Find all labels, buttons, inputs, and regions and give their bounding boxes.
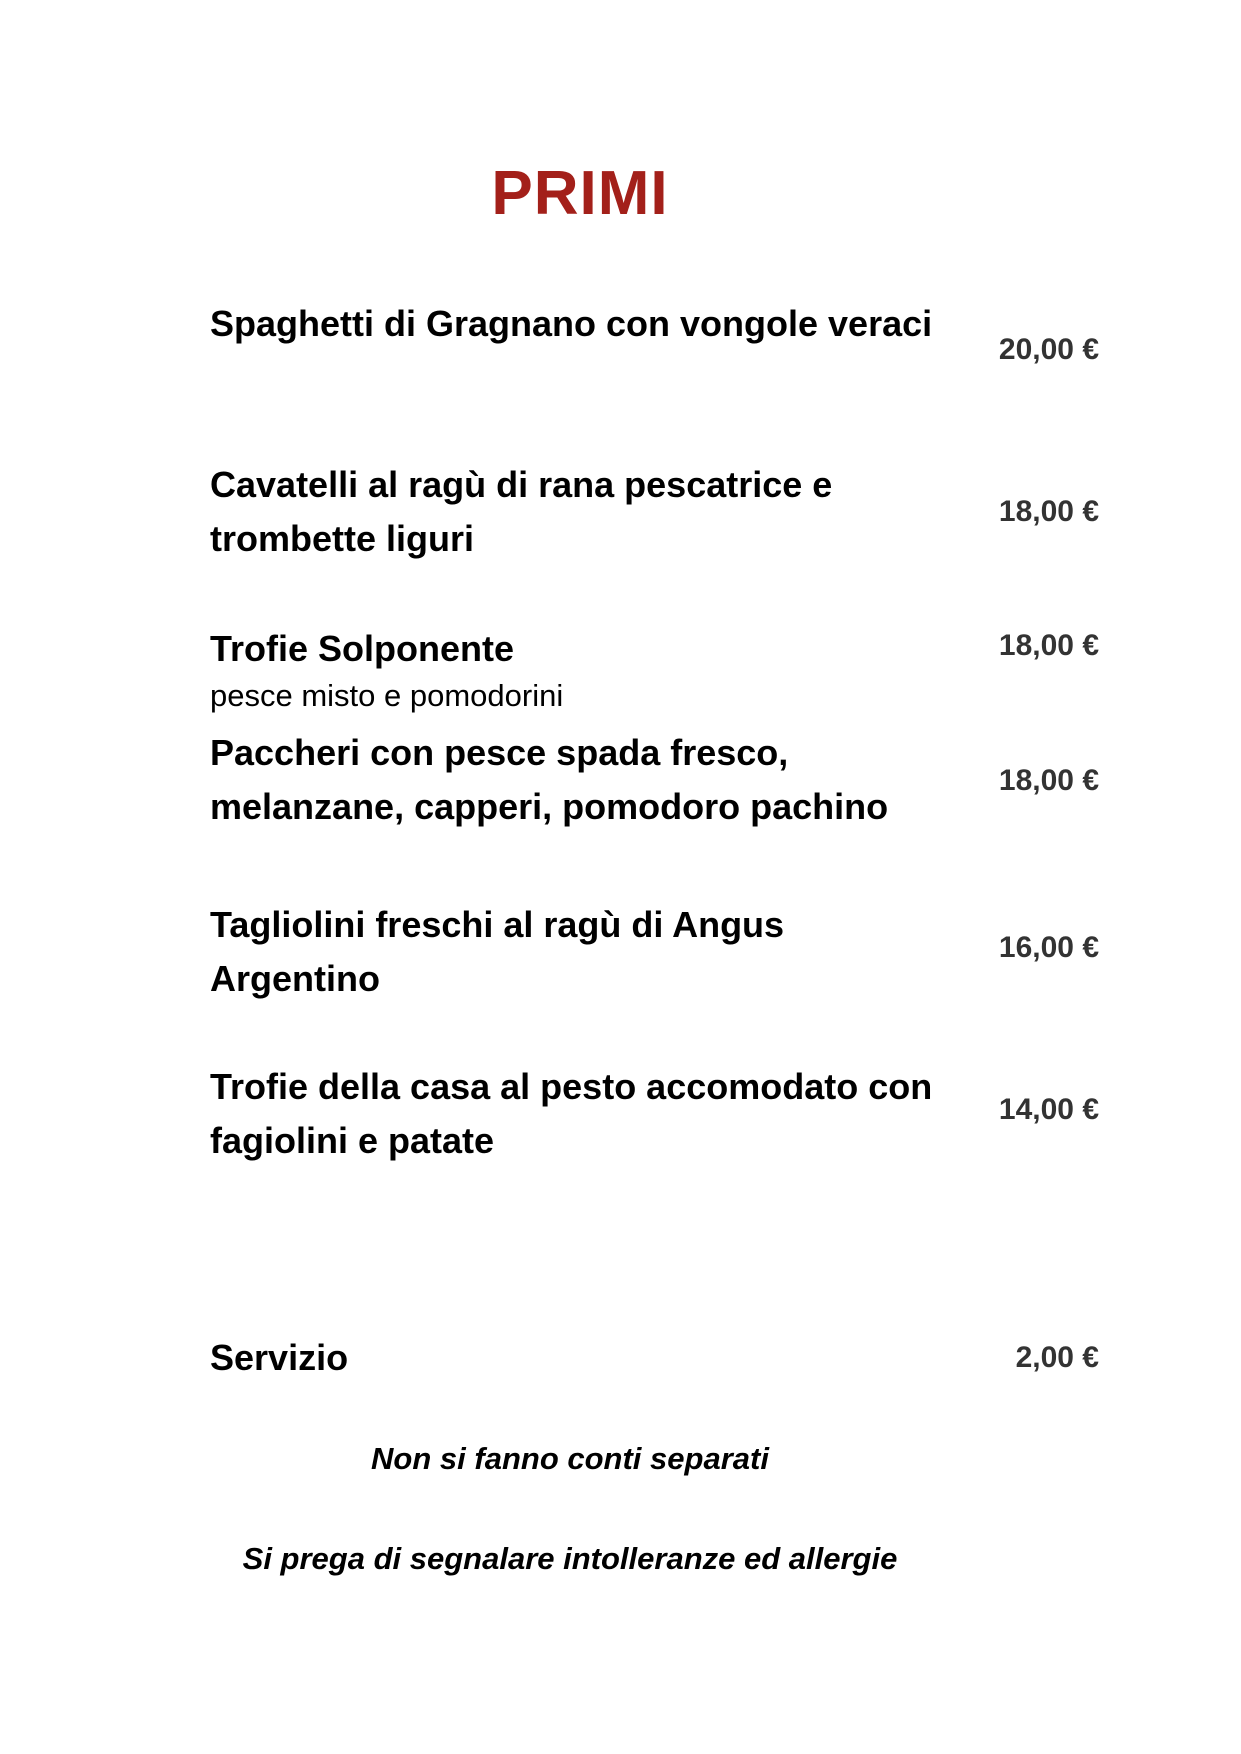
dish-name: Spaghetti di Gragnano con vongole veraci [210, 303, 933, 344]
dish-name: Trofie della casa al pesto accomodato con fagiolini e patate [210, 1066, 933, 1161]
note-allergies: Si prega di segnalare intolleranze ed allergie [242, 1541, 898, 1576]
dish-item [210, 622, 970, 716]
dish-price: 20,00 € [998, 333, 1099, 366]
dish-name: Cavatelli al ragù di rana pescatrice e trombette liguri [210, 464, 833, 559]
service-label: Servizio [210, 1337, 349, 1378]
dish-price: 18,00 € [998, 629, 1099, 662]
page-title: PRIMI [491, 159, 669, 228]
dish-name: Paccheri con pesce spada fresco, melanzane, capperi, pomodoro pachino [210, 732, 889, 827]
dish-price: 16,00 € [998, 931, 1099, 964]
service-price: 2,00 € [1015, 1341, 1099, 1374]
dish-price: 18,00 € [998, 764, 1099, 797]
dish-price: 18,00 € [998, 495, 1099, 528]
dish-price: 14,00 € [998, 1093, 1099, 1126]
dish-name: Tagliolini freschi al ragù di Angus Argentino [210, 904, 785, 999]
dish-description: pesce misto e pomodorini [210, 678, 564, 713]
note-separate-bills: Non si fanno conti separati [371, 1441, 769, 1476]
dish-name: Trofie Solponente [210, 628, 515, 669]
